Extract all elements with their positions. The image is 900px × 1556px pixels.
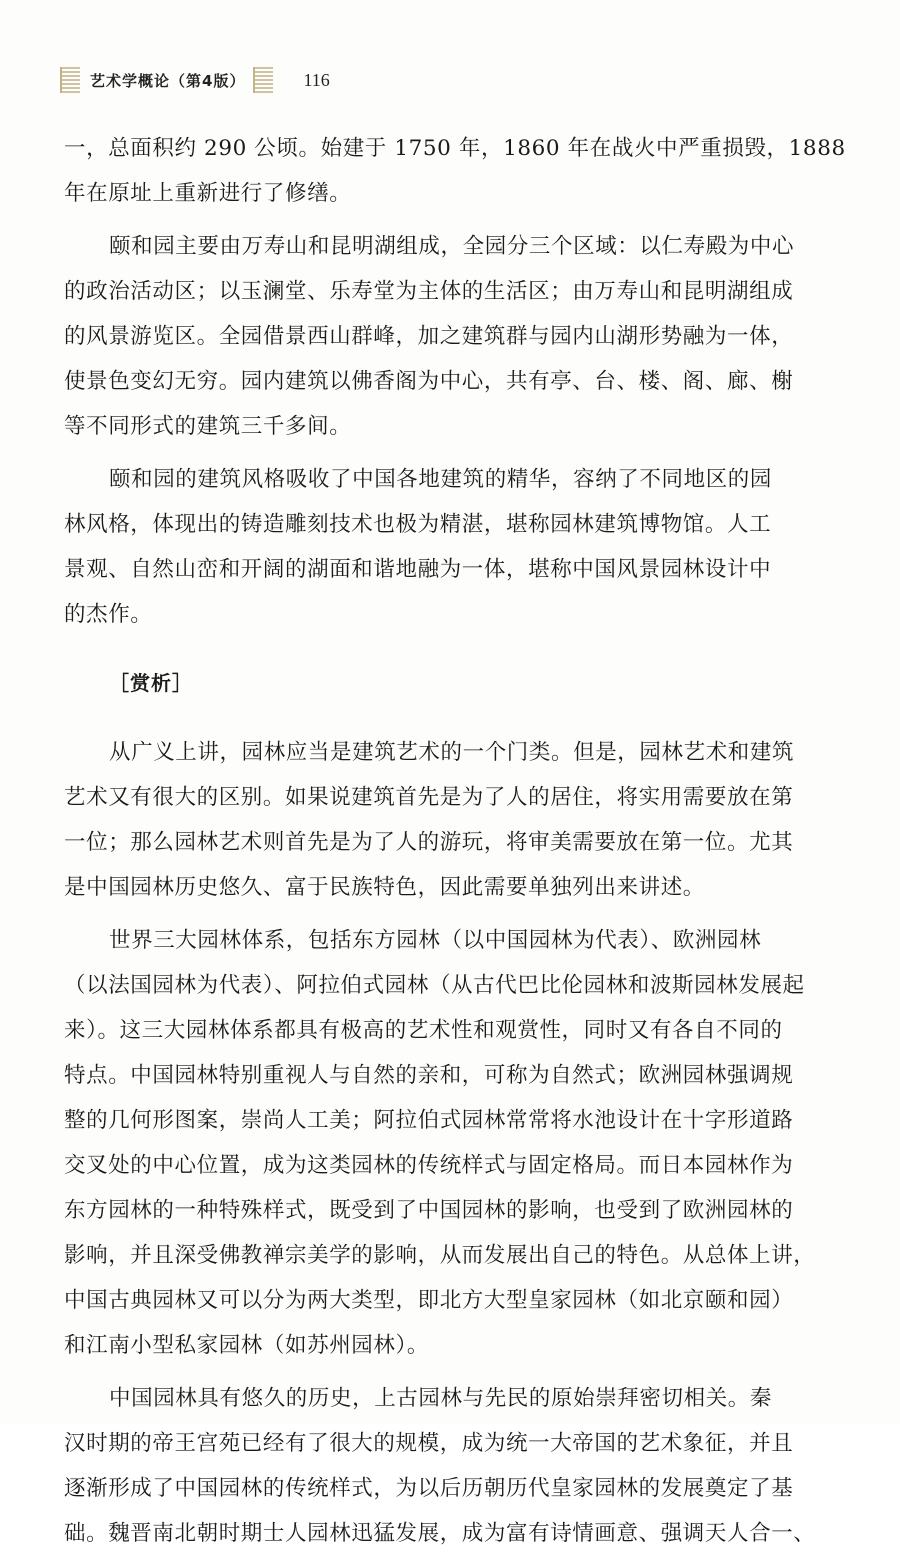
text-line: 林风格，体现出的铸造雕刻技术也极为精湛，堪称园林建筑博物馆。人工 (64, 512, 772, 537)
text-line: 中国园林具有悠久的历史，上古园林与先民的原始崇拜密切相关。秦 (109, 1386, 773, 1411)
text-line: 的杰作。 (64, 602, 153, 627)
text-line: 景观、自然山峦和开阔的湖面和谐地融为一体，堪称中国风景园林设计中 (64, 557, 772, 582)
text-line: 的风景游览区。全园借景西山群峰，加之建筑群与园内山湖形势融为一体， (64, 324, 794, 349)
page-number: 116 (303, 69, 330, 90)
text-line: 世界三大园林体系，包括东方园林（以中国园林为代表）、欧洲园林 (109, 928, 762, 953)
text-line: 使景色变幻无穷。园内建筑以佛香阁为中心，共有亭、台、楼、阁、廊、榭 (64, 369, 794, 394)
text-line: 汉时期的帝王宫苑已经有了很大的规模，成为统一大帝国的艺术象征，并且 (64, 1431, 794, 1456)
text-line: 的政治活动区；以玉澜堂、乐寿堂为主体的生活区；由万寿山和昆明湖组成 (64, 279, 794, 304)
text-line: 东方园林的一种特殊样式，既受到了中国园林的影响，也受到了欧洲园林的 (64, 1198, 794, 1223)
text-line: 逐渐形成了中国园林的传统样式，为以后历朝历代皇家园林的发展奠定了基 (64, 1476, 794, 1501)
text-line: 和江南小型私家园林（如苏州园林）。 (64, 1333, 429, 1358)
body-text (64, 126, 846, 1556)
text-line: 年在原址上重新进行了修缮。 (64, 181, 352, 206)
text-line: 是中国园林历史悠久、富于民族特色，因此需要单独列出来讲述。 (64, 875, 705, 900)
paragraph (64, 457, 809, 637)
section-heading: ［赏析］ (109, 671, 193, 695)
header-ornament-icon (60, 67, 80, 93)
paragraph (64, 918, 816, 1368)
text-line: 中国古典园林又可以分为两大类型，即北方大型皇家园林（如北京颐和园） (64, 1288, 794, 1313)
text-line: 交叉处的中心位置，成为这类园林的传统样式与固定格局。而日本园林作为 (64, 1153, 794, 1178)
text-line: 特点。中国园林特别重视人与自然的亲和，可称为自然式；欧洲园林强调规 (64, 1063, 794, 1088)
text-line: 颐和园主要由万寿山和昆明湖组成，全园分三个区域：以仁寿殿为中心 (109, 234, 795, 259)
text-line: 整的几何形图案，崇尚人工美；阿拉伯式园林常常将水池设计在十字形道路 (64, 1108, 794, 1133)
text-line: 一，总面积约 290 公顷。始建于 1750 年，1860 年在战火中严重损毁，1888 (64, 136, 846, 161)
text-line: 艺术又有很大的区别。如果说建筑首先是为了人的居住，将实用需要放在第 (64, 785, 794, 810)
paragraph (64, 224, 809, 449)
paragraph (64, 730, 809, 910)
text-line: 础。魏晋南北朝时期士人园林迅猛发展，成为富有诗情画意、强调天人合一、 (64, 1521, 816, 1546)
text-line: 来）。这三大园林体系都具有极高的艺术性和观赏性，同时又有各自不同的 (64, 1018, 783, 1043)
text-line: （以法国园林为代表）、阿拉伯式园林（从古代巴比伦园林和波斯园林发展起 (64, 973, 805, 998)
book-title: 艺术学概论（第4版） (90, 71, 246, 90)
text-line: 等不同形式的建筑三千多间。 (64, 414, 352, 439)
paragraph (64, 1376, 816, 1556)
running-header (60, 64, 330, 96)
paragraph (64, 126, 846, 216)
header-ornament-icon (253, 67, 273, 93)
text-line: 颐和园的建筑风格吸收了中国各地建筑的精华，容纳了不同地区的园 (109, 467, 773, 492)
text-line: 从广义上讲，园林应当是建筑艺术的一个门类。但是，园林艺术和建筑 (109, 740, 795, 765)
text-line: 一位；那么园林艺术则首先是为了人的游玩，将审美需要放在第一位。尤其 (64, 830, 794, 855)
text-line: 影响，并且深受佛教禅宗美学的影响，从而发展出自己的特色。从总体上讲， (64, 1243, 816, 1268)
